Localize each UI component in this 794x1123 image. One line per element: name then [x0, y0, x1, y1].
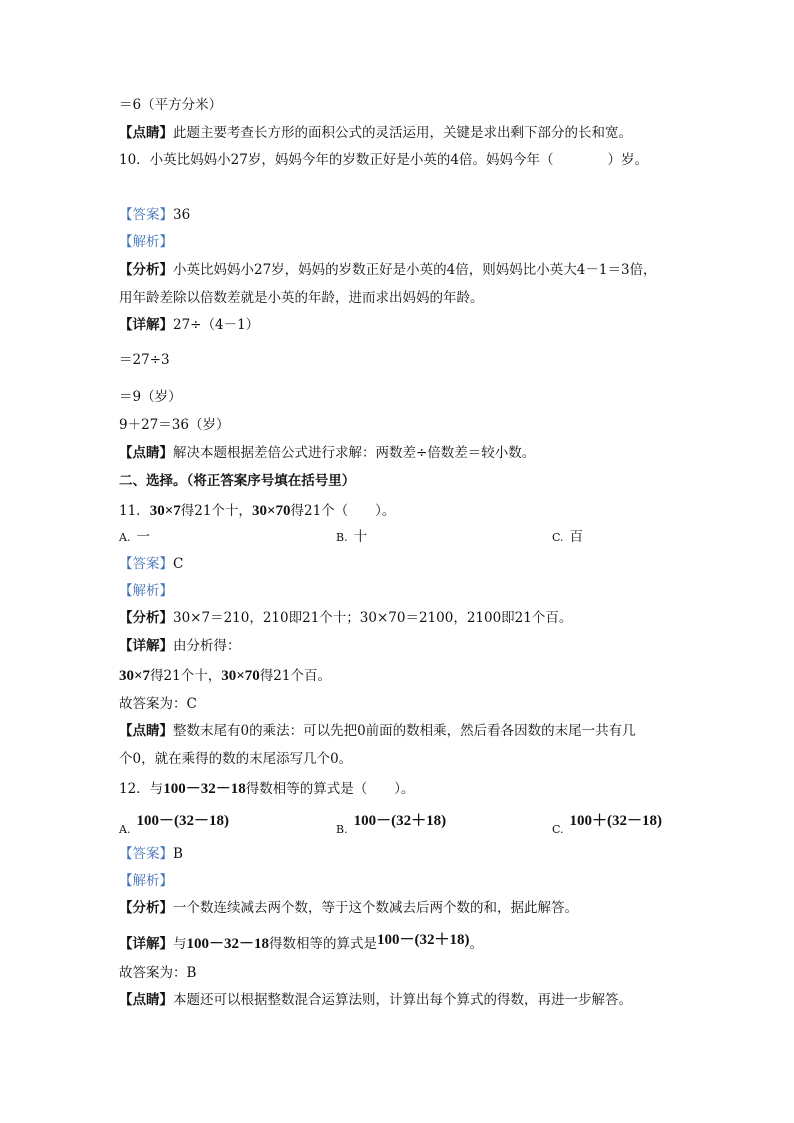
section-heading: 二、选择。（将正答案序号填在括号里） [119, 473, 356, 489]
math-expression: 30×7 [119, 668, 151, 684]
math-expression: 30×7 [149, 503, 181, 519]
answer-value: 36 [173, 207, 191, 223]
analysis-text: 一个数连续减去两个数，等于这个数减去后两个数的和，据此解答。 [173, 900, 578, 916]
tip-text: 解决本题根据差倍公式进行求解：两数差÷倍数差＝较小数。 [173, 445, 536, 461]
question-10: 10．小英比妈妈小27岁，妈妈今年的岁数正好是小英的4倍。妈妈今年（ ）岁。 [119, 152, 648, 168]
tip-text: 此题主要考查长方形的面积公式的灵活运用，关键是求出剩下部分的长和宽。 [173, 125, 632, 141]
tip-line [119, 124, 632, 142]
question-number: 12．与 [119, 781, 164, 797]
detail-11-math [119, 667, 331, 685]
formula-line: ＝6（平方分米） [119, 97, 223, 113]
analysis-tag: 【分析】 [119, 610, 173, 626]
answer-tag: 【答案】 [119, 846, 173, 862]
question-text: 得数相等的算式是（ ）。 [245, 781, 415, 797]
tip-11-line2: 个0，就在乘得的数的末尾添写几个0。 [119, 751, 353, 767]
question-12 [119, 780, 414, 798]
analysis-10-line1 [119, 261, 657, 279]
answer-11 [119, 555, 183, 573]
option-letter: B. [336, 823, 348, 836]
answer-tag: 【答案】 [119, 556, 173, 572]
detail-text: 与 [173, 936, 187, 952]
detail-10-line3: ＝9（岁） [119, 389, 182, 405]
option-c [552, 528, 583, 547]
detail-text: 由分析得： [173, 638, 241, 654]
analysis-tag: 【分析】 [119, 900, 173, 916]
tip-text: 整数末尾有0的乘法：可以先把0前面的数相乘，然后看各因数的末尾一共有几 [173, 723, 636, 739]
option-math: 100－(32＋18) [353, 813, 447, 829]
answer-value: C [173, 556, 184, 572]
detail-text: 得21个十， [150, 668, 222, 684]
tip-tag: 【点睛】 [119, 723, 173, 739]
answer-10 [119, 206, 190, 224]
conclusion-11: 故答案为：C [119, 696, 197, 712]
math-expression: 30×70 [251, 503, 291, 519]
analysis-11 [119, 609, 572, 627]
question-text: 得21个（ ）。 [290, 503, 396, 519]
answer-tag: 【答案】 [119, 207, 173, 223]
detail-10-line4: 9＋27＝36（岁） [119, 417, 230, 433]
analysis-10-line2: 用年龄差除以倍数差就是小英的年龄，进而求出妈妈的年龄。 [119, 290, 484, 306]
option-letter: C. [552, 531, 564, 544]
option-b [336, 528, 367, 547]
tip-11-line1 [119, 722, 636, 740]
option-text: 十 [353, 529, 368, 545]
analysis-text: 30×7＝210，210即21个十；30×70＝2100，2100即21个百。 [173, 610, 573, 626]
math-expression: 100－32－18 [186, 936, 270, 952]
tip-tag: 【点睛】 [119, 125, 173, 141]
detail-text: 得21个百。 [259, 668, 331, 684]
detail-text: 。 [469, 936, 484, 952]
option-text: 百 [569, 529, 584, 545]
detail-11 [119, 637, 241, 655]
answer-value: B [173, 846, 183, 862]
option-c [552, 812, 662, 839]
question-11 [119, 502, 395, 520]
tip-tag: 【点睛】 [119, 992, 173, 1008]
option-letter: B. [336, 531, 348, 544]
analysis-12 [119, 899, 578, 917]
math-expression: 100－32－18 [163, 781, 246, 797]
tip-text: 本题还可以根据整数混合运算法则，计算出每个算式的得数，再进一步解答。 [173, 992, 632, 1008]
analysis-tag: 【分析】 [119, 262, 173, 278]
option-a [119, 528, 150, 547]
conclusion-12: 故答案为：B [119, 965, 197, 981]
analysis-heading-12: 【解析】 [119, 873, 173, 889]
option-letter: A. [119, 823, 131, 836]
option-letter: A. [119, 531, 131, 544]
detail-12 [119, 932, 484, 953]
detail-tag: 【详解】 [119, 638, 173, 654]
tip-tag: 【点睛】 [119, 445, 173, 461]
math-expression: 100－(32＋18) [377, 932, 470, 948]
tip-12 [119, 991, 632, 1009]
analysis-heading-10: 【解析】 [119, 234, 173, 250]
detail-tag: 【详解】 [119, 317, 173, 333]
detail-text: 27÷（4－1） [173, 317, 260, 333]
question-text: 得21个十， [180, 503, 252, 519]
option-math: 100＋(32－18) [569, 813, 663, 829]
option-b [336, 812, 446, 839]
analysis-heading-11: 【解析】 [119, 583, 173, 599]
question-number: 11． [119, 503, 150, 519]
analysis-text: 小英比妈妈小27岁，妈妈的岁数正好是小英的4倍，则妈妈比小英大4－1＝3倍， [173, 262, 657, 278]
math-expression: 30×70 [221, 668, 260, 684]
detail-10-line1 [119, 316, 259, 334]
option-a [119, 812, 229, 839]
detail-10-line2: ＝27÷3 [119, 352, 170, 368]
detail-tag: 【详解】 [119, 936, 173, 952]
detail-text: 得数相等的算式是 [269, 936, 378, 952]
option-text: 一 [136, 529, 150, 545]
option-math: 100－(32－18) [136, 813, 229, 829]
tip-10 [119, 444, 535, 462]
option-letter: C. [552, 823, 564, 836]
answer-12 [119, 845, 183, 863]
